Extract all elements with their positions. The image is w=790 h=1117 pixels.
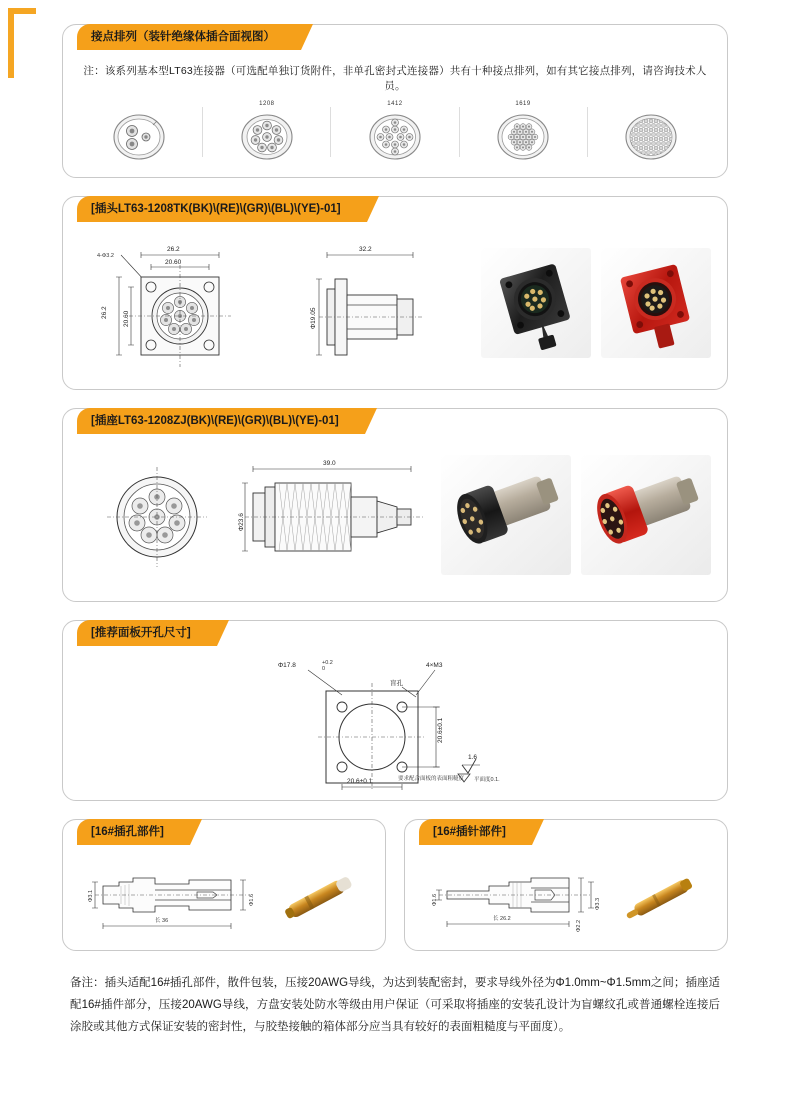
dim-left-inner: 20.60 <box>123 310 130 327</box>
remarks-text: 备注：插头适配16#插孔部件，散件包装，压接20AWG导线，为达到装配密封，要求导线外径为Φ1.0mm~Φ1.5mm之间；插座适配16#插件部分，压接20AWG导线，方盘安装处防水等级由用户保证（可采取将插座的安装孔设计为盲螺纹孔或普通螺栓连接后涂胶或其他方式保证安装的密封性，与胶垫接触的箱体部分应当具有较好的表面粗糙度与平面度）。 <box>70 977 720 1033</box>
arrangement-code <box>79 101 199 109</box>
dim-sc-c: 长 36 <box>154 918 168 924</box>
dim-screws: 4×M3 <box>426 662 443 669</box>
section-title-arrangement: 接点排列（装针绝缘体插合面视图） <box>77 24 301 50</box>
pin-contact-photo <box>614 862 710 932</box>
socket-front-view <box>79 445 229 585</box>
socket-photos <box>441 455 711 575</box>
plug-photo-red <box>601 248 711 358</box>
contacts-row <box>62 819 728 951</box>
dim-sc-a: Φ3.1 <box>87 889 94 902</box>
section-title-socket: [插座LT63-1208ZJ(BK)\(RE)\(GR)\(BL)\(YE)-01] <box>77 408 365 434</box>
dim-flange-dia: Φ19.05 <box>310 307 317 329</box>
svg-text:+0.2: +0.2 <box>322 660 333 666</box>
socket-contact-drawing <box>81 854 266 940</box>
arrangement-note: 注：该系列基本型LT63连接器（可选配单独订货附件，非单孔密封式连接器）共有十种接点排列，如有其它接点排列，请咨询技术人员。 <box>83 65 707 92</box>
arrangement-code <box>591 101 711 109</box>
flat-note: 要求配合面板的表面粗糙度 <box>398 776 465 782</box>
arrangement-diagram-3 <box>110 111 168 163</box>
section-contact-arrangement <box>62 24 728 178</box>
dim-length: 32.2 <box>359 246 372 253</box>
svg-text:0: 0 <box>322 666 326 672</box>
dim-horizontal: 20.6±0.1 <box>347 778 373 785</box>
section-title-pin-contact: [16#插针部件] <box>419 819 532 845</box>
section-title-plug: [插头LT63-1208TK(BK)\(RE)\(GR)\(BL)\(YE)-01] <box>77 196 367 222</box>
section-plug <box>62 196 728 390</box>
dim-bore: Φ17.8 <box>278 662 296 669</box>
dim-hole-note: 4-Φ3.2 <box>97 253 114 259</box>
dim-pc-a: Φ1.6 <box>431 893 438 906</box>
dim-left-outer: 26.2 <box>101 306 108 319</box>
plug-photos <box>481 248 711 358</box>
divider <box>459 107 460 157</box>
section-socket-contact <box>62 819 386 951</box>
plug-photo-black <box>481 248 591 358</box>
dim-pc-b: 长 26.2 <box>492 916 511 922</box>
dim-socket-dia: Φ23.6 <box>238 513 245 531</box>
section-socket <box>62 408 728 602</box>
arrangement-cell <box>79 101 199 163</box>
dim-rough: 1.6 <box>468 754 478 761</box>
socket-side-view <box>235 445 435 585</box>
section-pin-contact <box>404 819 728 951</box>
dim-pc-c: Φ2.2 <box>575 919 582 932</box>
pin-contact-drawing <box>423 854 608 940</box>
divider <box>202 107 203 157</box>
socket-drawing-row <box>63 443 727 601</box>
arrangement-cell <box>463 101 583 163</box>
arrangement-diagram-1412 <box>366 111 424 163</box>
plug-side-view <box>305 233 445 373</box>
arrangement-cell <box>207 101 327 163</box>
arrangement-code: 1412 <box>387 101 403 107</box>
divider <box>587 107 588 157</box>
section-title-panel-cutout: [推荐面板开孔尺寸] <box>77 620 217 646</box>
section-panel-cutout <box>62 620 728 801</box>
screw-note: 盲孔 <box>390 680 403 687</box>
arrangement-code: 1619 <box>515 101 531 107</box>
arrangement-cell <box>591 101 711 163</box>
arrangement-code: 1208 <box>259 101 275 107</box>
arrangement-row <box>63 99 727 177</box>
dim-vertical: 20.6±0.1 <box>437 717 444 743</box>
section-title-socket-contact: [16#插孔部件] <box>77 819 190 845</box>
dim-socket-length: 39.0 <box>323 460 336 467</box>
dim-sc-b: Φ1.6 <box>248 893 255 906</box>
socket-contact-photo <box>272 862 368 932</box>
dim-pc-d: Φ3.3 <box>594 897 601 910</box>
arrangement-diagram-1208 <box>238 111 296 163</box>
arrangement-diagram-dense <box>622 111 680 163</box>
dim-top-inner: 20.60 <box>165 259 182 266</box>
arrangement-cell <box>335 101 455 163</box>
socket-photo-black <box>441 455 571 575</box>
divider <box>330 107 331 157</box>
panel-cutout-drawing <box>230 655 560 790</box>
plug-front-view <box>79 233 269 373</box>
arrangement-diagram-1619 <box>494 111 552 163</box>
dim-top-outer: 26.2 <box>167 246 180 253</box>
document-page <box>62 24 728 1039</box>
plug-drawing-row <box>63 231 727 389</box>
socket-photo-red <box>581 455 711 575</box>
flat-value: 平面度0.1. <box>474 777 500 783</box>
corner-mark-left <box>8 8 14 78</box>
